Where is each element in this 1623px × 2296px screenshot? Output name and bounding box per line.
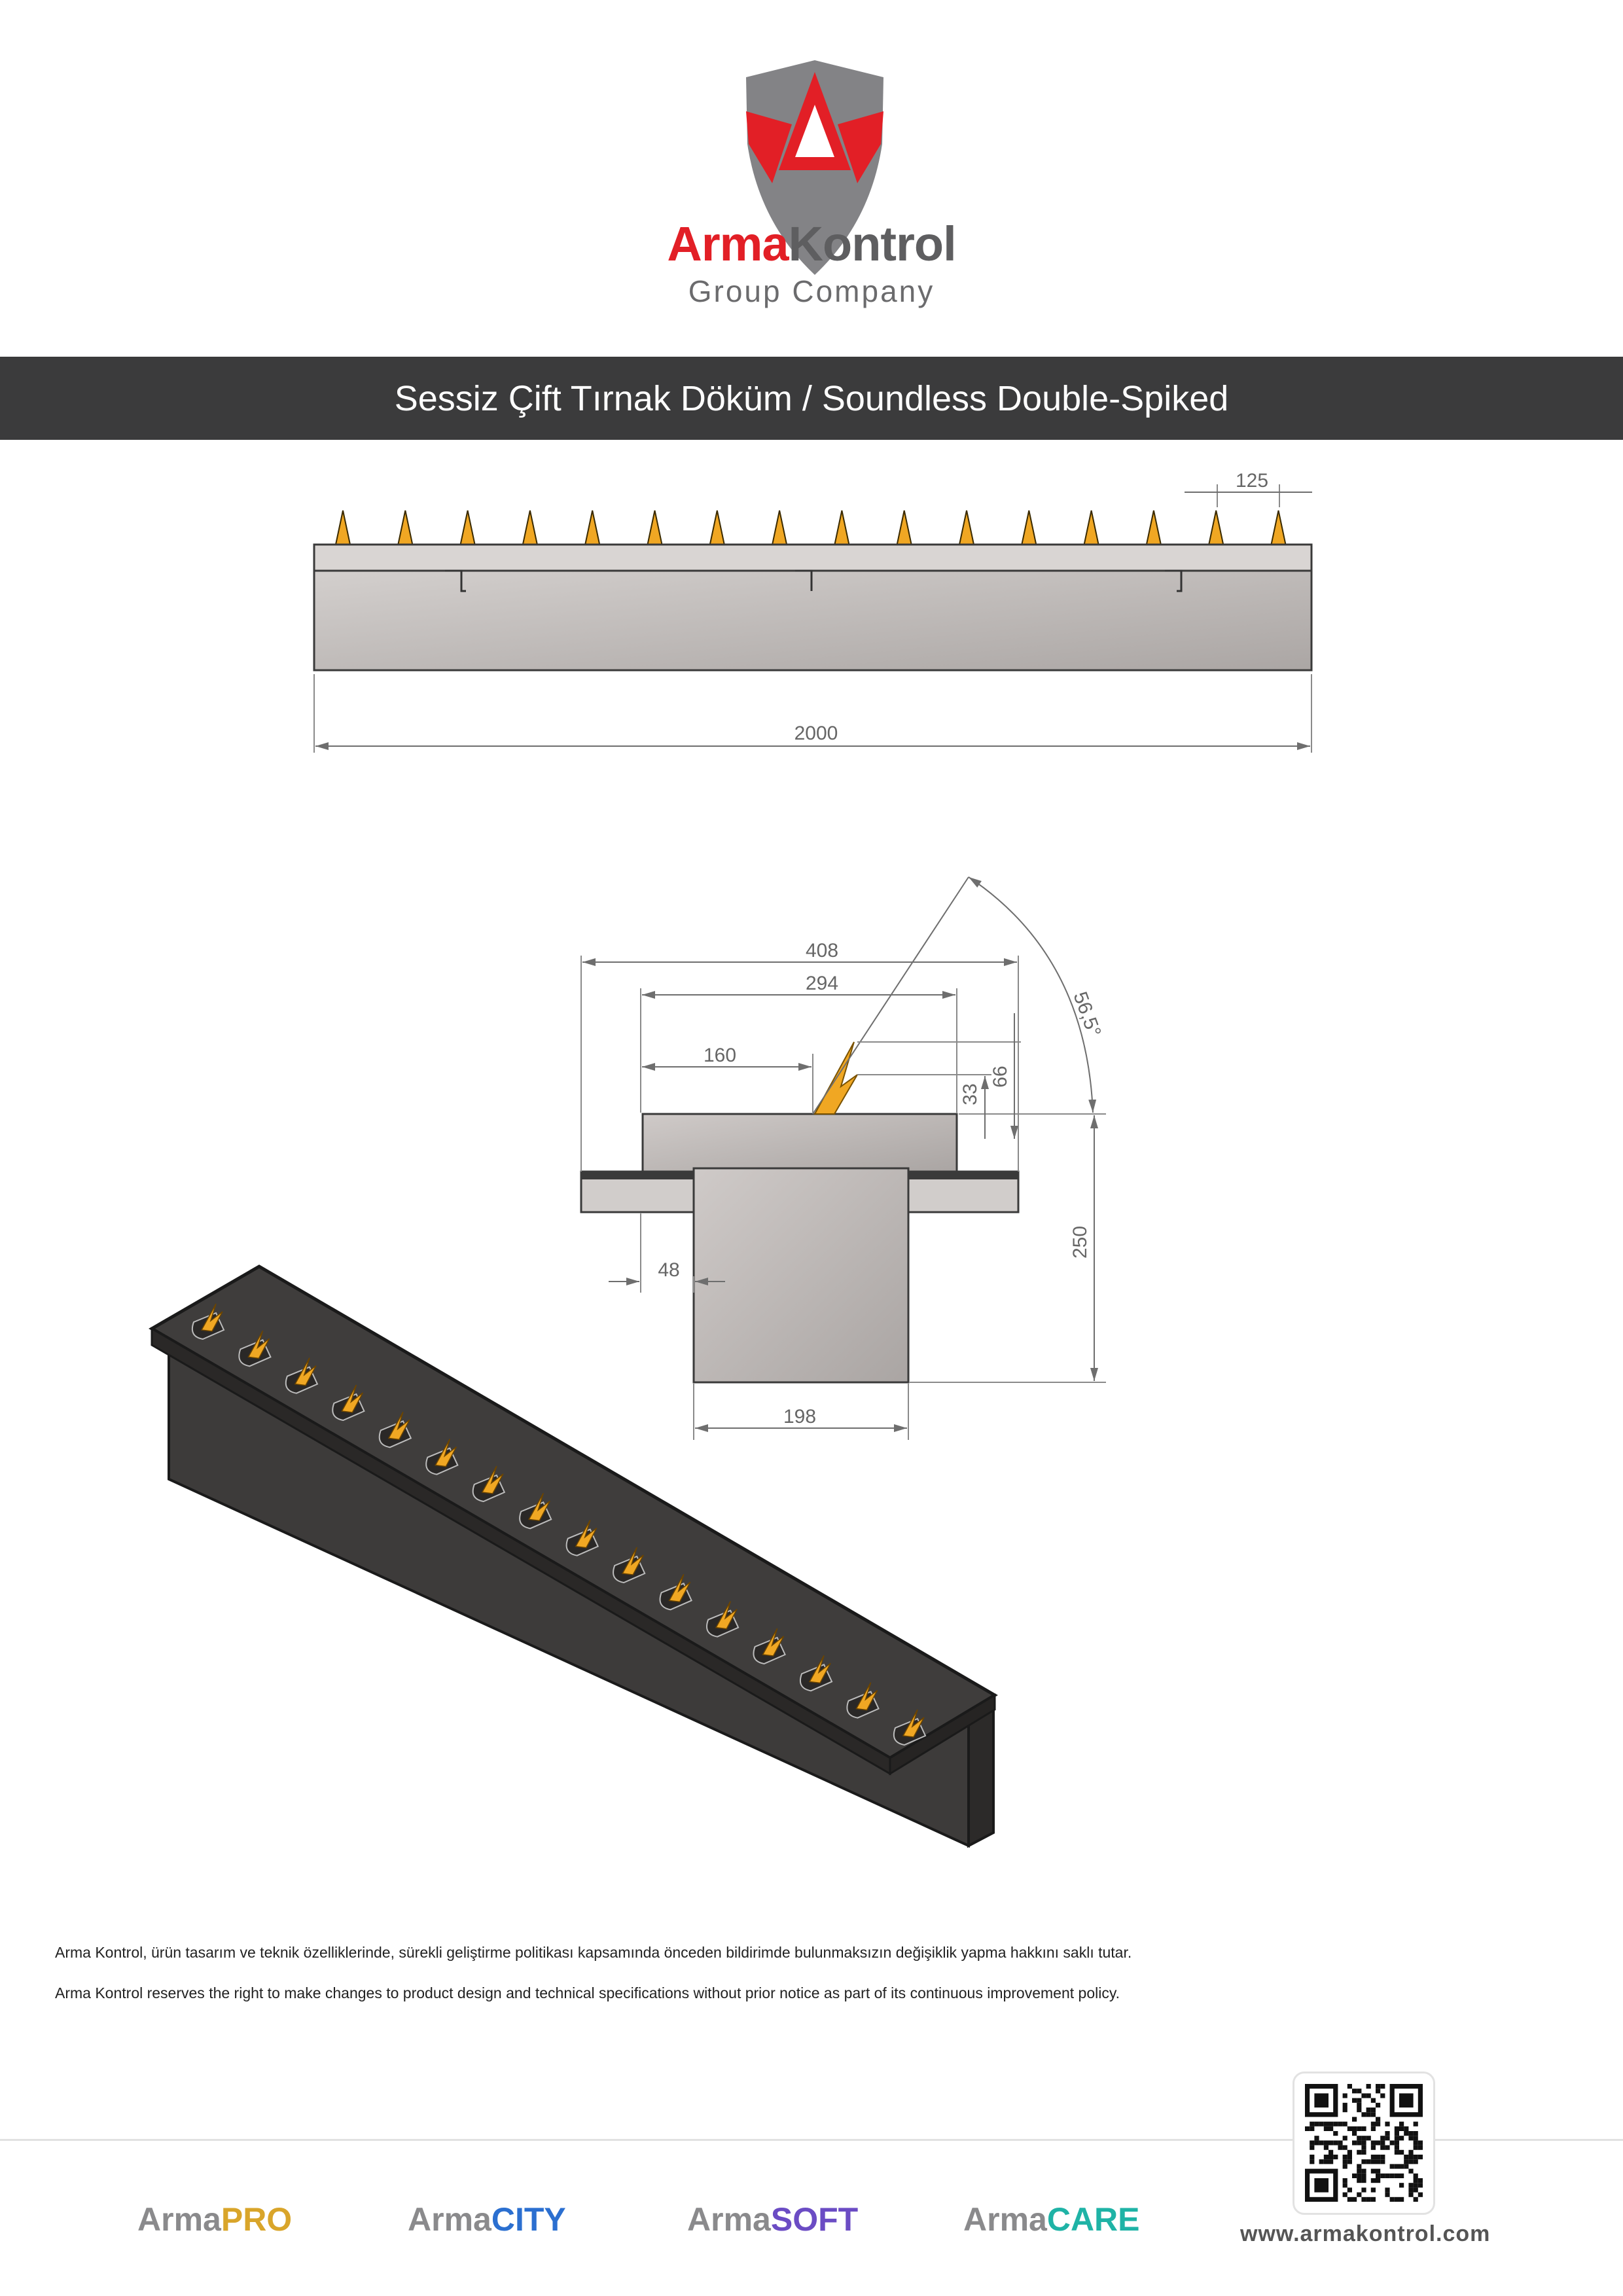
spike: [523, 511, 537, 545]
spike: [710, 511, 724, 545]
spike: [585, 511, 599, 545]
qr-code-icon: [1305, 2084, 1423, 2202]
dim-flange: 48: [658, 1259, 680, 1281]
dim-spike-height-1: 33: [959, 1083, 981, 1105]
dim-body-width: 198: [783, 1406, 817, 1427]
dim-spike-offset: 160: [703, 1045, 737, 1066]
spike: [648, 511, 662, 545]
brand-wordmark: ArmaKontrol: [667, 217, 956, 271]
spike: [834, 511, 849, 545]
dim-width-top: 294: [805, 973, 839, 994]
spike: [1272, 511, 1286, 545]
section-view: [581, 877, 1106, 1440]
spike: [1147, 511, 1161, 545]
brand-subtitle: Group Company: [688, 274, 935, 308]
spike: [772, 511, 787, 545]
front-view: [314, 470, 1312, 753]
brand-armacare[interactable]: ArmaCARE: [963, 2201, 1140, 2238]
spike: [461, 511, 475, 545]
brand-armasoft[interactable]: ArmaSOFT: [687, 2201, 859, 2238]
note-english: Arma Kontrol reserves the right to make changes to product design and technical specifications without prior notice as part of its continuous improvement policy.: [55, 1984, 1120, 2001]
spike: [336, 511, 350, 545]
technical-drawing: [0, 445, 1623, 1885]
brand-armacity[interactable]: ArmaCITY: [408, 2201, 566, 2238]
note-turkish: Arma Kontrol, ürün tasarım ve teknik özelliklerinde, sürekli geliştirme politikası kapsamında önceden bildirimde bulunmaksızın değişiklik yapma hakkını saklı tutar.: [55, 1944, 1132, 1961]
spike: [1084, 511, 1099, 545]
dim-total-length: 2000: [794, 723, 838, 744]
brand-armapro[interactable]: ArmaPRO: [137, 2201, 293, 2238]
product-title-banner: [0, 357, 1623, 440]
dim-depth: 250: [1069, 1225, 1091, 1259]
spike: [897, 511, 912, 545]
dim-angle: 56,5°: [1069, 989, 1105, 1040]
spike: [1022, 511, 1036, 545]
product-title: Sessiz Çift Tırnak Döküm / Soundless Double-Spiked: [394, 378, 1229, 418]
dim-spike-pitch: 125: [1235, 470, 1269, 492]
qr-code[interactable]: [1293, 2072, 1435, 2215]
spike: [398, 511, 412, 545]
spike: [1209, 511, 1223, 545]
spike-row: [336, 511, 1286, 545]
spike: [959, 511, 974, 545]
dim-width-total: 408: [805, 940, 839, 961]
dim-spike-height-2: 66: [990, 1066, 1011, 1088]
website-link[interactable]: www.armakontrol.com: [1240, 2221, 1491, 2246]
